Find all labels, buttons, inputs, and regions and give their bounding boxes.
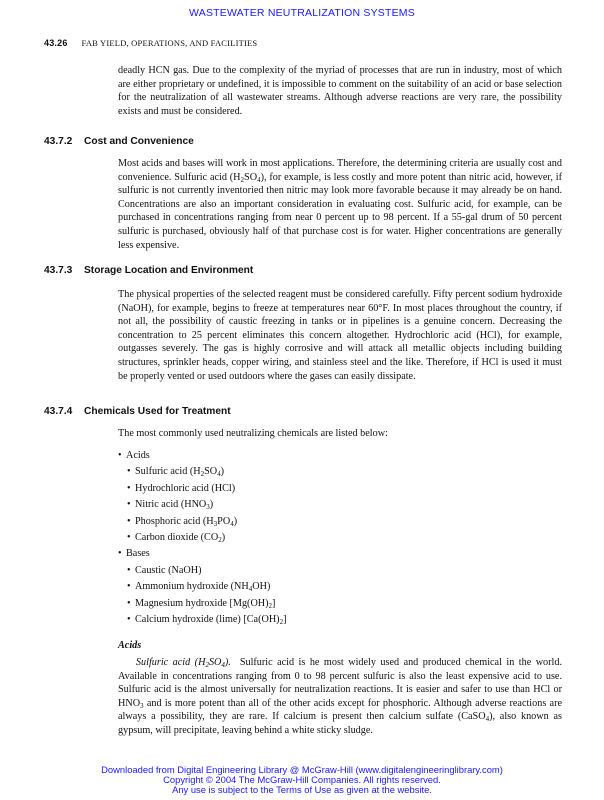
section-number: 43.7.4 bbox=[44, 406, 73, 417]
intro-paragraph: deadly HCN gas. Due to the complexity of the myriad of processes that are run in industry, most of which are either proprietary or undefined, it is impossible to comment on the suitability of an acid or base selection for the neutralization of all wastewater streams. Although adverse reactions are very rare, the possibility exists and must be considered. bbox=[118, 65, 562, 117]
footer-copyright: Copyright © 2004 The McGraw-Hill Companies. All rights reserved. bbox=[163, 774, 441, 785]
footer-terms: Any use is subject to the Terms of Use as given at the website. bbox=[172, 784, 432, 795]
top-banner: WASTEWATER NEUTRALIZATION SYSTEMS bbox=[189, 7, 415, 19]
list-item: • Carbon dioxide $(CO_2)$ bbox=[127, 531, 226, 544]
list-item: • Sulfuric acid $(H_2SO_4)$ bbox=[127, 466, 225, 479]
section-title: Cost and Convenience bbox=[84, 136, 194, 147]
section-heading-43-7-2 bbox=[44, 136, 194, 147]
list-item: • Ammonium hydroxide $(NH_4OH)$ bbox=[127, 581, 271, 594]
list-item: • Bases bbox=[118, 548, 150, 560]
section-title: Storage Location and Environment bbox=[84, 265, 254, 276]
list-item: • Acids bbox=[118, 450, 150, 461]
storage-paragraph: The physical properties of the selected reagent must be considered carefully. Fifty percent sodium hydroxide (NaOH), for example, begins to freeze at temperatures near 60°F. In most places throughout the country, if not all, the possibility of caustic freezing in tanks or in pipelines is a genuine concern. Decreasing the concentration to 25 percent eliminates this concern altogether. Hydrochloric acid (HCl), for example, outgasses severely. The gas is highly corrosive and will attack all metallic objects including building structures, sprinkler heads, copper wiring, and stainless steel and the like. Therefore, if HCl is used it must be properly vented or used outdoors where the gases can easily dissipate. bbox=[118, 289, 562, 382]
section-title: Chemicals Used for Treatment bbox=[84, 406, 231, 417]
chemicals-intro: The most commonly used neutralizing chemicals are listed below: bbox=[118, 428, 388, 439]
acids-lead: Sulfuric acid $(H_2SO_4)$. bbox=[135, 657, 231, 669]
list-item: • Hydrochloric acid (HCl) bbox=[127, 482, 236, 494]
running-head bbox=[44, 38, 257, 48]
list-item: • Nitric acid $(HNO_3)$ bbox=[127, 499, 214, 512]
cost-paragraph: Most acids and bases will work in most applications. Therefore, the determining criteria are usually cost and convenience. Sulfuric acid $(H_2SO_4)$, for example, is less costly and more potent than nitric acid, however, if sulfuric is not currently inventoried then nitric may look more favorable because it may already be on hand. Concentrations are also an important consideration in evaluating cost. Sulfuric acid, for example, can be purchased in concentrations ranging from near 0 percent up to 98 percent. If a 55-gal drum of 50 percent sulfuric is purchased, obviously half of that purchase cost is for water. Higher concentrations are generally less expensive. bbox=[118, 158, 562, 251]
section-number: 43.7.2 bbox=[44, 136, 73, 147]
chemical-list bbox=[118, 448, 286, 628]
acids-subheading: Acids bbox=[118, 640, 142, 651]
section-number: 43.7.3 bbox=[44, 265, 73, 276]
footer-download-link[interactable]: Downloaded from Digital Engineering Library @ McGraw-Hill (www.digitalengineeringlibrary.com) bbox=[101, 764, 503, 775]
list-item: • Caustic (NaOH) bbox=[127, 564, 202, 576]
section-heading-43-7-3 bbox=[44, 265, 253, 276]
acids-paragraph: Sulfuric acid $(H_2SO_4)$. Sulfuric acid is he most widely used and produced chemical in the world. Available in concentrations ranging from 0 to 98 percent sulfuric is also the least expensive acid to use. Sulfuric acid is the almost universally for neutralization reactions. It is easier and safer to use than HCl or $HNO_3$ and is more potent than all of the other acids except for phosphoric. Although adverse reactions are always a possibility, they are rare. If calcium is present then calcium sulfate (CaSO$_4$), also known as gypsum, will precipitate, leaving behind a white sticky sludge. bbox=[118, 657, 563, 736]
section-heading-43-7-4 bbox=[44, 406, 231, 417]
page-number: 43.26 bbox=[44, 38, 68, 48]
list-item: • Magnesium hydroxide $[Mg(OH)_2]$ bbox=[127, 597, 276, 610]
list-item: • Calcium hydroxide (lime) $[Ca(OH)_2]$ bbox=[127, 613, 287, 626]
list-item: • Phosphoric acid $(H_3PO_4)$ bbox=[127, 515, 238, 528]
running-head-title: FAB YIELD, OPERATIONS, AND FACILITIES bbox=[81, 38, 258, 48]
